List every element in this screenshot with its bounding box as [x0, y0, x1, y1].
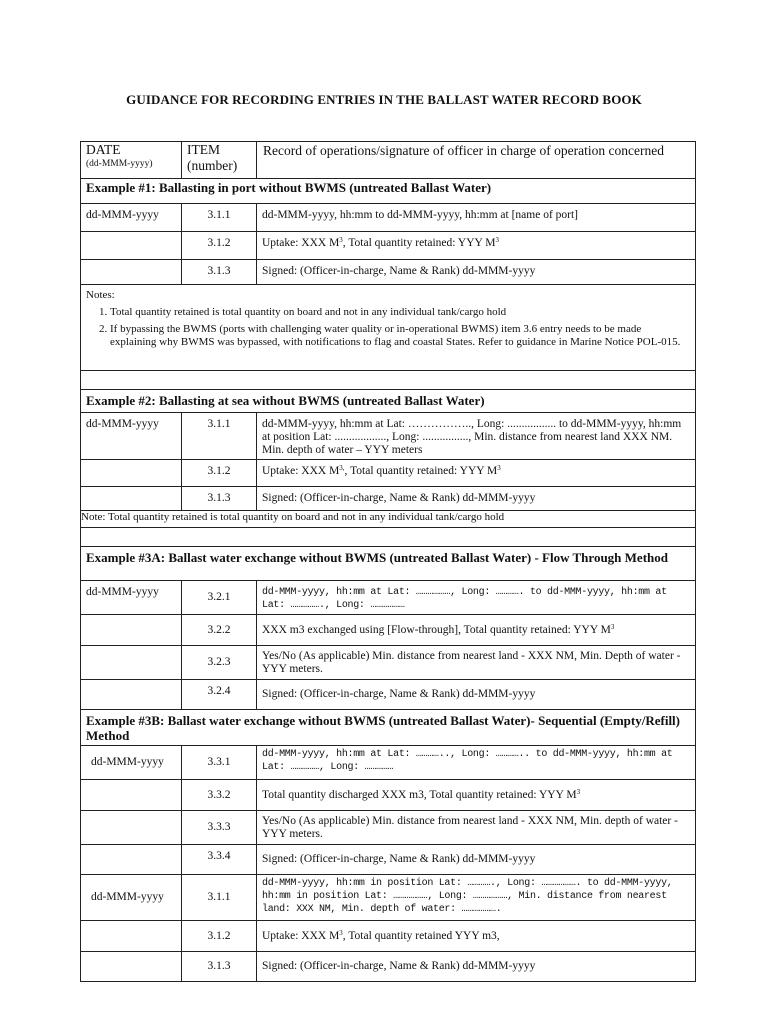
row-item: 3.3.2 — [182, 780, 257, 811]
note-item: 1. Total quantity retained is total quantity on board and not in any individual tank/cargo hold — [110, 306, 690, 319]
row-record: dd-MMM-yyyy, hh:mm at Lat: …………….., Long: ................. to dd-MMM-yyyy, hh:mm at position Lat: .................., Long: ................, Min. distance from nearest land XXX NM. Min. depth of water – YYY meters — [257, 413, 696, 460]
row-record: Signed: (Officer-in-charge, Name & Rank) dd-MMM-yyyy — [257, 845, 696, 875]
row-item: 3.3.3 — [182, 811, 257, 845]
spacer-cell — [81, 371, 696, 390]
table-row — [81, 232, 696, 260]
superscript: 3 — [339, 236, 343, 244]
exchange-text: XXX m3 exchanged using [Flow-through], Total quantity retained: YYY M — [262, 623, 611, 636]
row-date: dd-MMM-yyyy — [81, 413, 182, 460]
row-date: dd-MMM-yyyy — [81, 204, 182, 232]
row-record: dd-MMM-yyyy, hh:mm at Lat: ………………, Long: …………. to dd-MMM-yyyy, hh:mm at Lat: ……………., Long: ……………… — [257, 581, 696, 615]
row-record: dd-MMM-yyyy, hh:mm in position Lat: …………., Long: ………………. to dd-MMM-yyyy, hh:mm in position Lat: ………………, Long: ………………, Min. distance from nearest land: XXX NM, Min. depth of water: ………………. — [257, 875, 696, 921]
notes-label: Notes: — [86, 289, 115, 301]
row-date: dd-MMM-yyyy — [81, 875, 182, 921]
table-row — [81, 952, 696, 982]
header-item-sub: (number) — [187, 158, 238, 173]
table-row — [81, 615, 696, 646]
row-item: 3.1.2 — [182, 921, 257, 952]
superscript: 3 — [497, 464, 501, 472]
table-row — [81, 845, 696, 875]
example-3a-heading: Example #3A: Ballast water exchange without BWMS (untreated Ballast Water) - Flow Through Method — [81, 547, 696, 581]
row-date-empty — [81, 487, 182, 511]
uptake-text: Uptake: XXX M — [262, 929, 340, 942]
example-1-heading: Example #1: Ballasting in port without BWMS (untreated Ballast Water) — [81, 179, 696, 204]
superscript: 3 — [495, 236, 500, 244]
row-item: 3.1.1 — [182, 875, 257, 921]
row-record: Yes/No (As applicable) Min. distance from nearest land - XXX NM, Min. Depth of water - YYY meters. — [257, 646, 696, 680]
row-date-empty — [81, 921, 182, 952]
table-row — [81, 260, 696, 285]
spacer-cell — [81, 528, 696, 547]
row-item: 3.2.1 — [182, 581, 257, 615]
table-row — [81, 875, 696, 921]
row-record: Yes/No (As applicable) Min. distance from nearest land - XXX NM, Min. depth of water - YYY meters. — [257, 811, 696, 845]
header-date-label: DATE — [86, 142, 121, 157]
section-heading-row — [81, 179, 696, 204]
row-item: 3.2.2 — [182, 615, 257, 646]
row-item: 3.1.2 — [182, 232, 257, 260]
row-record: Signed: (Officer-in-charge, Name & Rank) dd-MMM-yyyy — [257, 487, 696, 511]
row-record: Signed: (Officer-in-charge, Name & Rank) dd-MMM-yyyy — [257, 952, 696, 982]
header-date-format: (dd-MMM-yyyy) — [86, 159, 153, 169]
superscript: 3 — [576, 787, 581, 796]
header-item-label: ITEM — [187, 142, 220, 157]
row-record — [257, 780, 696, 811]
row-date-empty — [81, 460, 182, 487]
table-row — [81, 204, 696, 232]
row-item: 3.1.3 — [182, 952, 257, 982]
row-date-empty — [81, 680, 182, 710]
header-record: Record of operations/signature of officer in charge of operation concerned — [257, 142, 696, 179]
row-item: 3.1.2 — [182, 460, 257, 487]
table-row — [81, 646, 696, 680]
header-item — [182, 142, 257, 179]
ballast-record-table — [80, 141, 696, 982]
table-row — [81, 746, 696, 780]
table-header-row — [81, 142, 696, 179]
note-text: Note: Total quantity retained is total quantity on board and not in any individual tank/cargo hold — [81, 511, 696, 528]
notes-cell — [81, 285, 696, 371]
header-date — [81, 142, 182, 179]
row-date: dd-MMM-yyyy — [81, 746, 182, 780]
example-2-heading: Example #2: Ballasting at sea without BWMS (untreated Ballast Water) — [81, 390, 696, 413]
section-heading-row — [81, 710, 696, 746]
spacer-row — [81, 371, 696, 390]
row-item: 3.2.3 — [182, 646, 257, 680]
row-item: 3.1.3 — [182, 487, 257, 511]
uptake-text: Uptake: XXX M — [262, 237, 340, 249]
row-record — [257, 615, 696, 646]
notes-list — [86, 306, 690, 349]
document-title: GUIDANCE FOR RECORDING ENTRIES IN THE BALLAST WATER RECORD BOOK — [126, 92, 642, 107]
table-row — [81, 680, 696, 710]
row-record: dd-MMM-yyyy, hh:mm to dd-MMM-yyyy, hh:mm at [name of port] — [257, 204, 696, 232]
row-item: 3.1.3 — [182, 260, 257, 285]
row-date-empty — [81, 615, 182, 646]
row-date-empty — [81, 845, 182, 875]
table-row — [81, 413, 696, 460]
discharge-text: Total quantity discharged XXX m3, Total quantity retained: YYY M — [262, 788, 577, 801]
notes-row — [81, 285, 696, 371]
section-heading-row — [81, 390, 696, 413]
row-date-empty — [81, 260, 182, 285]
row-date-empty — [81, 780, 182, 811]
row-item: 3.3.1 — [182, 746, 257, 780]
superscript: 3 — [339, 928, 343, 937]
superscript: 3 — [610, 622, 615, 631]
retained-text: , Total quantity retained: YYY M — [344, 465, 498, 477]
uptake-text: Uptake: XXX M — [262, 465, 340, 477]
table-row — [81, 780, 696, 811]
row-date-empty — [81, 811, 182, 845]
note-row — [81, 511, 696, 528]
row-date-empty — [81, 232, 182, 260]
table-row — [81, 460, 696, 487]
table-row — [81, 581, 696, 615]
row-date-empty — [81, 646, 182, 680]
table-row — [81, 487, 696, 511]
row-record — [257, 460, 696, 487]
row-item: 3.2.4 — [182, 680, 257, 710]
table-row — [81, 811, 696, 845]
spacer-row — [81, 528, 696, 547]
row-date: dd-MMM-yyyy — [81, 581, 182, 615]
note-item: 2. If bypassing the BWMS (ports with challenging water quality or in-operational BWMS) item 3.6 entry needs to be made explaining why BWMS was bypassed, with notifications to flag and coastal States. Refer to guidance in Marine Notice POL-015. — [110, 323, 690, 349]
row-record: Signed: (Officer-in-charge, Name & Rank) dd-MMM-yyyy — [257, 680, 696, 710]
section-heading-row — [81, 547, 696, 581]
row-item: 3.1.1 — [182, 204, 257, 232]
row-date-empty — [81, 952, 182, 982]
retained-text: , Total quantity retained YYY m3, — [342, 929, 500, 942]
row-record — [257, 232, 696, 260]
table-row — [81, 921, 696, 952]
row-item: 3.1.1 — [182, 413, 257, 460]
row-record: Signed: (Officer-in-charge, Name & Rank) dd-MMM-yyyy — [257, 260, 696, 285]
superscript: 3, — [339, 464, 345, 472]
example-3b-heading: Example #3B: Ballast water exchange without BWMS (untreated Ballast Water)- Sequential (Empty/Refill) Method — [81, 710, 696, 746]
retained-text: , Total quantity retained: YYY M — [342, 237, 496, 249]
row-record — [257, 921, 696, 952]
row-record: dd-MMM-yyyy, hh:mm at Lat: ………….., Long: ………….. to dd-MMM-yyyy, hh:mm at Lat: ……………, Long: …………… — [257, 746, 696, 780]
row-item: 3.3.4 — [182, 845, 257, 875]
